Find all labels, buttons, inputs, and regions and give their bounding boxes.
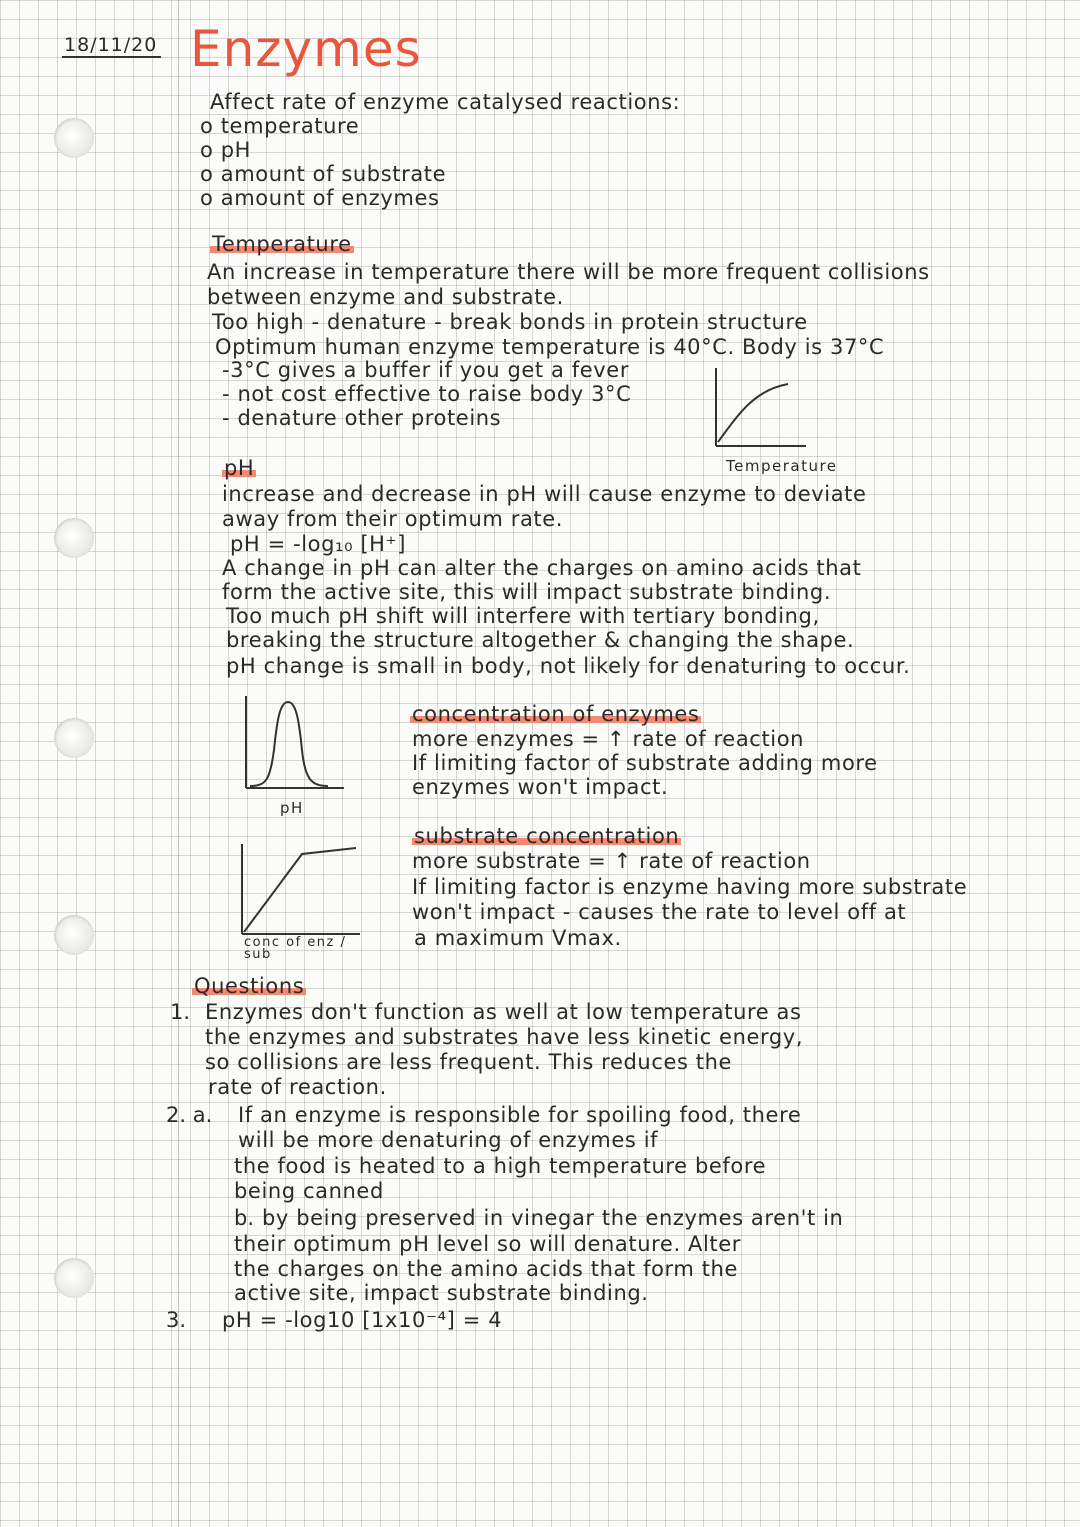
substrate-conc-line: won't impact - causes the rate to level off at xyxy=(412,900,907,924)
punch-hole xyxy=(54,1258,94,1298)
section-heading-enzyme-conc: concentration of enzymes xyxy=(412,702,700,726)
intro-item: o amount of enzymes xyxy=(200,186,440,210)
section-heading-substrate-conc: substrate concentration xyxy=(414,824,680,848)
intro-item: o temperature xyxy=(200,114,360,138)
ph-line: form the active site, this will impact substrate binding. xyxy=(222,580,832,604)
intro-item: o amount of substrate xyxy=(200,162,447,186)
temperature-line: -3°C gives a buffer if you get a fever xyxy=(222,358,630,382)
temperature-graph-label: Temperature xyxy=(726,457,838,475)
question-line: by being preserved in vinegar the enzymes aren't in xyxy=(262,1206,844,1230)
date: 18/11/20 xyxy=(62,34,161,58)
section-heading-temperature: Temperature xyxy=(212,232,352,256)
question-line: rate of reaction. xyxy=(208,1075,387,1099)
enzyme-conc-line: enzymes won't impact. xyxy=(412,775,669,799)
temperature-curve xyxy=(718,384,788,442)
question-line: Enzymes don't function as well at low temperature as xyxy=(205,1000,802,1024)
ph-graph-label: pH xyxy=(280,799,304,817)
question-number: b. xyxy=(234,1206,255,1230)
concentration-graph-label-2: sub xyxy=(244,947,272,962)
temperature-line: An increase in temperature there will be more frequent collisions xyxy=(207,260,930,284)
question-line: being canned xyxy=(234,1179,384,1203)
intro-lead: Affect rate of enzyme catalysed reactions: xyxy=(210,90,681,114)
question-line: active site, impact substrate binding. xyxy=(234,1281,649,1305)
punch-hole xyxy=(54,915,94,955)
enzyme-conc-line: more enzymes = ↑ rate of reaction xyxy=(412,727,805,751)
question-line: the enzymes and substrates have less kinetic energy, xyxy=(205,1025,804,1049)
question-line: pH = -log10 [1x10⁻⁴] = 4 xyxy=(222,1308,503,1332)
question-number: 2. a. xyxy=(166,1103,213,1127)
question-number: 1. xyxy=(170,1000,191,1024)
intro-item: o pH xyxy=(200,138,252,162)
ph-line: increase and decrease in pH will cause enzyme to deviate xyxy=(222,482,867,506)
punch-hole xyxy=(54,118,94,158)
margin-line xyxy=(178,0,179,1527)
question-line: so collisions are less frequent. This reduces the xyxy=(205,1050,733,1074)
question-line: their optimum pH level so will denature. Alter xyxy=(234,1232,741,1256)
section-heading-ph: pH xyxy=(224,456,255,480)
ph-line: breaking the structure altogether & changing the shape. xyxy=(226,628,855,652)
temperature-line: between enzyme and substrate. xyxy=(207,285,564,309)
substrate-conc-line: a maximum Vmax. xyxy=(414,926,622,950)
temperature-line: - not cost effective to raise body 3°C xyxy=(222,382,632,406)
punch-hole xyxy=(54,518,94,558)
temperature-line: Optimum human enzyme temperature is 40°C. Body is 37°C xyxy=(215,335,885,359)
ph-line: pH change is small in body, not likely for denaturing to occur. xyxy=(226,654,911,678)
question-line: the food is heated to a high temperature before xyxy=(234,1154,767,1178)
question-line: the charges on the amino acids that form the xyxy=(234,1257,738,1281)
question-number: 3. xyxy=(166,1308,187,1332)
section-heading-questions: Questions xyxy=(194,974,305,998)
substrate-conc-line: more substrate = ↑ rate of reaction xyxy=(412,849,811,873)
temperature-graph xyxy=(700,360,810,455)
ph-line: A change in pH can alter the charges on amino acids that xyxy=(222,556,862,580)
question-line: will be more denaturing of enzymes if xyxy=(238,1128,659,1152)
enzyme-conc-line: If limiting factor of substrate adding more xyxy=(412,751,878,775)
concentration-curve xyxy=(244,848,356,932)
ph-line: Too much pH shift will interfere with tertiary bonding, xyxy=(226,604,820,628)
page-title: Enzymes xyxy=(190,20,422,78)
substrate-conc-line: If limiting factor is enzyme having more substrate xyxy=(412,875,968,899)
ph-line: away from their optimum rate. xyxy=(222,507,564,531)
concentration-graph-label: conc of enz / xyxy=(244,935,347,950)
concentration-graph xyxy=(228,838,368,948)
ph-graph xyxy=(232,690,352,800)
temperature-line: - denature other proteins xyxy=(222,406,502,430)
ph-curve xyxy=(250,702,328,786)
temperature-line: Too high - denature - break bonds in protein structure xyxy=(212,310,808,334)
punch-hole xyxy=(54,718,94,758)
ph-line: pH = -log₁₀ [H⁺] xyxy=(230,532,407,556)
question-line: If an enzyme is responsible for spoiling food, there xyxy=(238,1103,802,1127)
